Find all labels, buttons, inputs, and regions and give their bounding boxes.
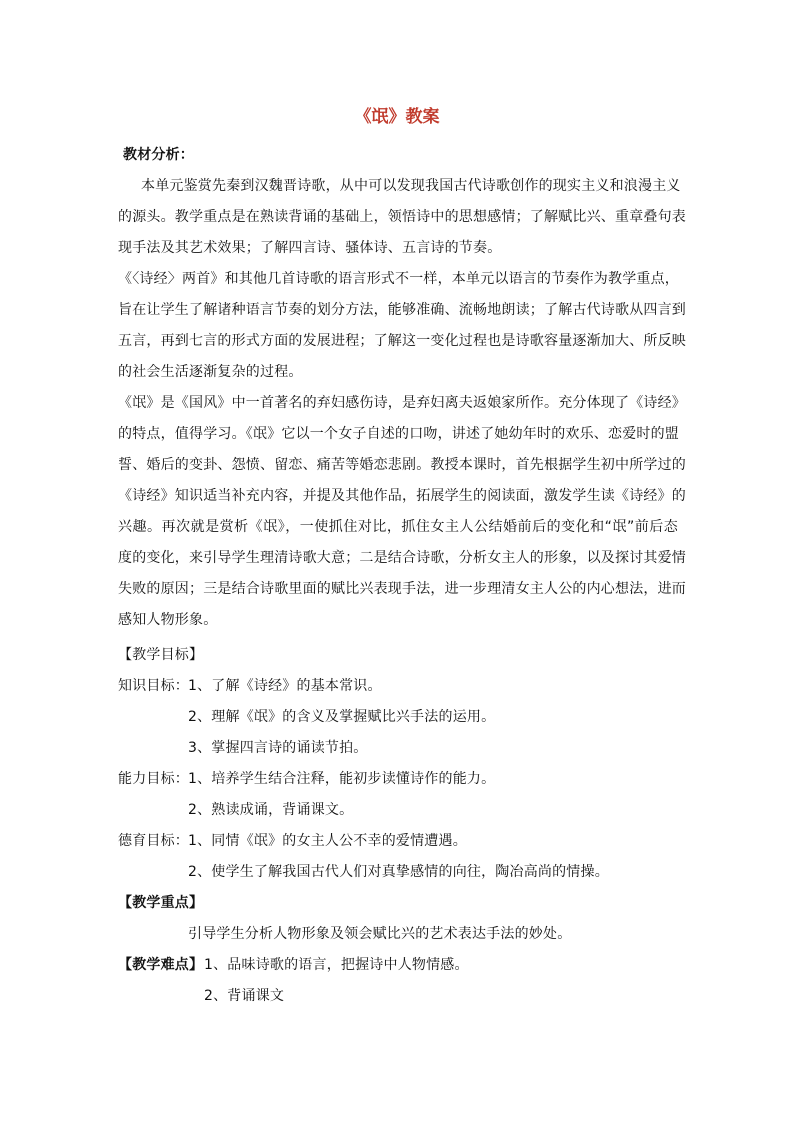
paragraph-3-line-7: 失败的原因；三是结合诗歌里面的赋比兴表现手法，进一步理清女主人公的内心想法，进而 [118, 581, 686, 597]
paragraph-3-line-5: 兴趣。再次就是赏析《氓》，一使抓住对比，抓住女主人公结婚前后的变化和“氓”前后态 [118, 519, 678, 535]
ability-goal-label: 能力目标： [118, 771, 189, 787]
paragraph-3-line-6: 度的变化，来引导学生理清诗歌大意；二是结合诗歌，分析女主人的形象，以及探讨其爱情 [118, 550, 686, 566]
ability-goal-item: 1、培养学生结合注释，能初步读懂诗作的能力。 [188, 771, 496, 787]
knowledge-goal-item: 3、掌握四言诗的诵读节拍。 [188, 740, 368, 756]
paragraph-3-line-8: 感知人物形象。 [118, 612, 218, 628]
section-heading-analysis: 教材分析： [123, 147, 194, 163]
difficulty-heading: 【教学难点】 [118, 957, 204, 973]
knowledge-goal-label: 知识目标： [118, 678, 189, 694]
moral-goal-item: 2、使学生了解我国古代人们对真挚感情的向往，陶冶高尚的情操。 [188, 864, 609, 880]
paragraph-1-line-2: 的源头。教学重点是在熟读背诵的基础上，领悟诗中的思想感情；了解赋比兴、重章叠句表 [118, 209, 686, 225]
key-points-text: 引导学生分析人物形象及领会赋比兴的艺术表达手法的妙处。 [188, 926, 572, 942]
paragraph-2-line-4: 的社会生活逐渐复杂的过程。 [118, 364, 303, 380]
knowledge-goal-item: 1、了解《诗经》的基本常识。 [188, 678, 382, 694]
paragraph-2-line-3: 五言，再到七言的形式方面的发展进程；了解这一变化过程也是诗歌容量逐渐加大、所反映 [118, 333, 686, 349]
knowledge-goal-item: 2、理解《氓》的含义及掌握赋比兴手法的运用。 [188, 709, 496, 725]
paragraph-2-line-1: 《〈诗经〉两首》和其他几首诗歌的语言形式不一样，本单元以语言的节奏作为教学重点， [118, 271, 679, 287]
paragraph-2-line-2: 旨在让学生了解诸种语言节奏的划分方法，能够准确、流畅地朗读；了解古代诗歌从四言到 [118, 302, 686, 318]
ability-goal-item: 2、熟读成诵，背诵课文。 [188, 802, 354, 818]
paragraph-3-line-4: 《诗经》知识适当补充内容，并提及其他作品，拓展学生的阅读面，激发学生读《诗经》的 [118, 488, 686, 504]
paragraph-3-line-3: 誓、婚后的变卦、怨愤、留恋、痛苦等婚恋悲剧。教授本课时，首先根据学生初中所学过的 [118, 457, 686, 473]
document-title: 《氓》教案 [354, 107, 440, 127]
moral-goal-item: 1、同情《氓》的女主人公不幸的爱情遭遇。 [188, 833, 467, 849]
paragraph-1-line-1: 本单元鉴赏先秦到汉魏晋诗歌，从中可以发现我国古代诗歌创作的现实主义和浪漫主义 [141, 178, 681, 194]
difficulty-item: 1、品味诗歌的语言，把握诗中人物情感。 [204, 957, 469, 973]
moral-goal-label: 德育目标： [118, 833, 189, 849]
paragraph-3-line-2: 的特点，值得学习。《氓》它以一个女子自述的口吻，讲述了她幼年时的欢乐、恋爱时的盟 [118, 426, 679, 442]
goals-heading: 【教学目标】 [118, 647, 204, 663]
paragraph-1-line-3: 现手法及其艺术效果；了解四言诗、骚体诗、五言诗的节奏。 [118, 240, 502, 256]
key-points-heading: 【教学重点】 [118, 895, 204, 911]
difficulty-item: 2、背诵课文 [204, 988, 285, 1004]
paragraph-3-line-1: 《氓》是《国风》中一首著名的弃妇感伤诗，是弃妇离夫返娘家所作。充分体现了《诗经》 [118, 395, 686, 411]
